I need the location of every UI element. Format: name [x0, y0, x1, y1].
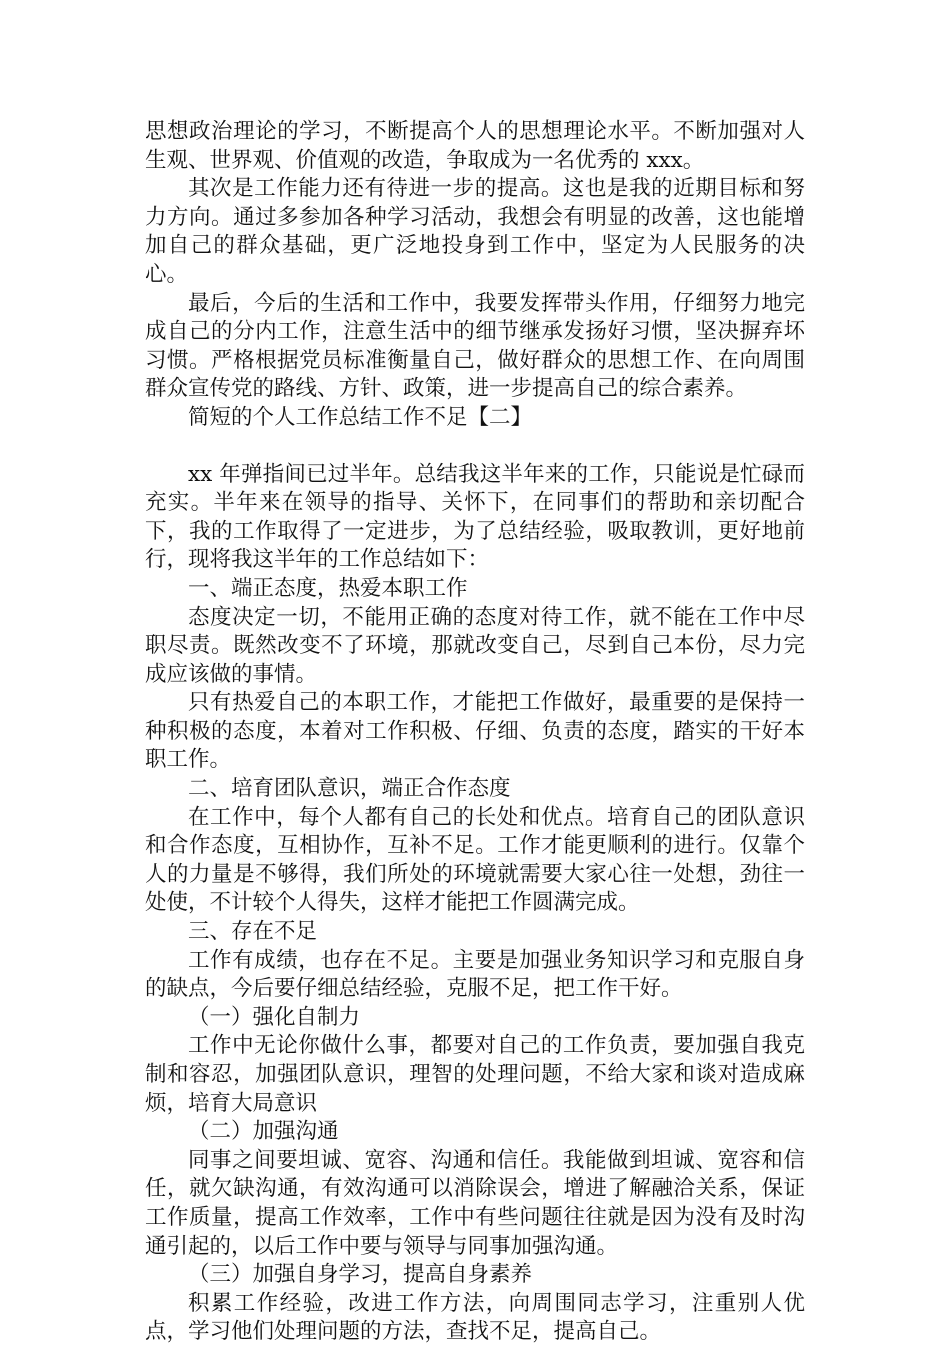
paragraph: 最后，今后的生活和工作中，我要发挥带头作用，仔细努力地完成自己的分内工作，注意生活中的细节继承发扬好习惯，坚决摒弃坏习惯。严格根据党员标准衡量自己，做好群众的思想工作、在向周围群众宣传党的路线、方针、政策，进一步提高自己的综合素养。	[145, 290, 805, 402]
blank-line	[145, 433, 805, 461]
paragraph: 在工作中，每个人都有自己的长处和优点。培育自己的团队意识和合作态度，互相协作，互补不足。工作才能更顺利的进行。仅靠个人的力量是不够得，我们所处的环境就需要大家心往一处想，劲往一处使，不计较个人得失，这样才能把工作圆满完成。	[145, 804, 805, 916]
subheading: （二）加强沟通	[188, 1119, 339, 1145]
paragraph: 只有热爱自己的本职工作，才能把工作做好，最重要的是保持一种积极的态度，本着对工作积极、仔细、负责的态度，踏实的干好本职工作。	[145, 690, 805, 773]
paragraph: 工作有成绩，也存在不足。主要是加强业务知识学习和克服自身的缺点，今后要仔细总结经验，克服不足，把工作干好。	[145, 947, 805, 1002]
heading: 一、端正态度，热爱本职工作	[188, 575, 468, 601]
paragraph: 态度决定一切，不能用正确的态度对待工作，就不能在工作中尽职尽责。既然改变不了环境，那就改变自己，尽到自己本份，尽力完成应该做的事情。	[145, 604, 805, 687]
paragraph: 工作中无论你做什么事，都要对自己的工作负责，要加强自我克制和容忍，加强团队意识，理智的处理问题，不给大家和谈对造成麻烦，培育大局意识	[145, 1033, 805, 1116]
paragraph: 积累工作经验，改进工作方法，向周围同志学习，注重别人优点，学习他们处理问题的方法，查找不足，提高自己。	[145, 1290, 805, 1345]
heading: 三、存在不足	[188, 919, 318, 945]
paragraph: 其次是工作能力还有待进一步的提高。这也是我的近期目标和努力方向。通过多参加各种学习活动，我想会有明显的改善，这也能增加自己的群众基础，更广泛地投身到工作中，坚定为人民服务的决心。	[145, 176, 805, 287]
subheading: （三）加强自身学习，提高自身素养	[188, 1262, 533, 1288]
paragraph: xx 年弹指间已过半年。总结我这半年来的工作，只能说是忙碌而充实。半年来在领导的指导、关怀下，在同事们的帮助和亲切配合下，我的工作取得了一定进步，为了总结经验，吸取教训，更好地前行，现将我这半年的工作总结如下：	[145, 461, 805, 573]
document-page	[145, 118, 805, 1347]
paragraph-continuation: 思想政治理论的学习，不断提高个人的思想理论水平。不断加强对人生观、世界观、价值观的改造，争取成为一名优秀的 xxx。	[145, 119, 805, 173]
heading: 二、培育团队意识，端正合作态度	[188, 776, 511, 802]
paragraph: 同事之间要坦诚、宽容、沟通和信任。我能做到坦诚、宽容和信任，就欠缺沟通，有效沟通可以消除误会，增进了解融洽关系，保证工作质量，提高工作效率，工作中有些问题往往就是因为没有及时沟通引起的，以后工作中要与领导与同事加强沟通。	[145, 1147, 805, 1259]
section-title: 简短的个人工作总结工作不足【二】	[188, 404, 533, 430]
subheading: （一）强化自制力	[188, 1004, 361, 1030]
